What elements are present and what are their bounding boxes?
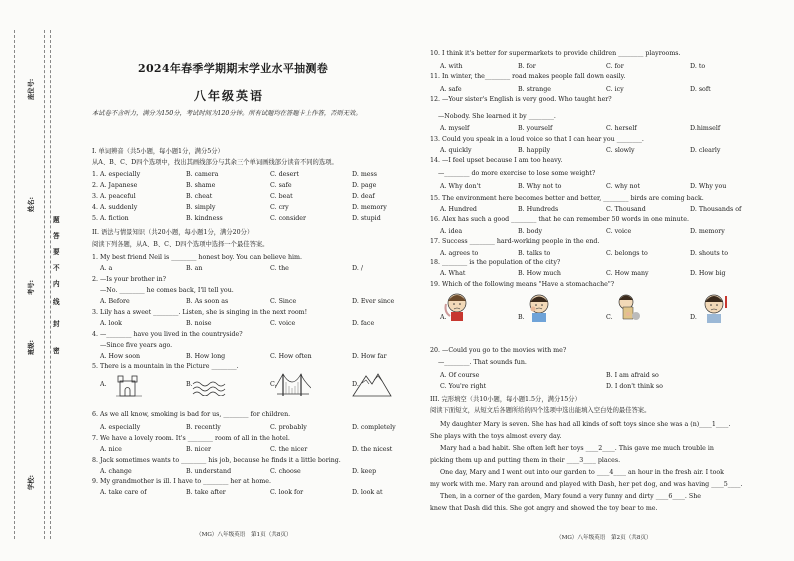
passage-line-2: She plays with the toys almost every day. (430, 433, 562, 440)
q12-option-d: D.himself (690, 125, 721, 132)
q14-option-a: A. Why don't (440, 183, 481, 190)
q2-stem: 2. —Is your brother in? (92, 276, 167, 283)
sec1-q3-option-c: C. beat (270, 193, 293, 200)
q1-option-b: B. an (186, 265, 203, 272)
q19-option-a: A. (440, 314, 447, 321)
q5-stem: 5. There is a mountain in the Picture ________. (92, 363, 239, 370)
q2-option-b: B. As soon as (186, 298, 229, 305)
q20-stem-reply: —________. That sounds fun. (438, 359, 527, 366)
q7-option-b: B. nicer (186, 446, 211, 453)
passage-line-7: Then, in a corner of the garden, Mary found a very funny and dirty ____6____. She (440, 493, 702, 500)
q11-option-d: D. soft (690, 86, 711, 93)
q19-stem: 19. Which of the following means "Have a stomachache"? (430, 281, 615, 288)
q5-option-a: A. (100, 381, 107, 388)
q5-option-b: B. (186, 381, 193, 388)
q19-option-b: B. (518, 314, 525, 321)
q12-option-b: B. yourself (518, 125, 553, 132)
sec1-q2-option-b: B. shame (186, 182, 216, 189)
q6-option-b: B. recently (186, 424, 221, 431)
q10-option-a: A. with (440, 63, 463, 70)
q12-stem-reply: —Nobody. She learned it by ________. (438, 113, 556, 120)
q17-option-d: D. shouts to (690, 250, 729, 257)
q15-stem: 15. The environment here becomes better and better, ________ birds are coming back. (430, 195, 704, 202)
q14-option-b: B. Why not to (518, 183, 562, 190)
seal-char-2: 封 (53, 320, 60, 328)
section-3-heading: III. 完形填空（共10小题，每小题1.5分，满分15分） (430, 396, 581, 403)
seal-char-3: 线 (53, 298, 60, 306)
q7-option-c: C. the nicer (270, 446, 308, 453)
q16-option-b: B. body (518, 228, 543, 235)
q14-stem-reply: —________ do more exercise to lose some weight? (438, 170, 596, 177)
q17-stem: 17. Success ________ hard-working people in the end. (430, 238, 600, 245)
passage-line-3: Mary had a bad habit. She often left her toys ____2____. This gave me much trouble in (440, 445, 714, 452)
sec1-q2-option-d: D. page (352, 182, 377, 189)
seal-char-6: 要 (53, 248, 60, 256)
section-2-instruction: 阅读下列各题，从A、B、C、D四个选项中选择一个最佳答案。 (92, 241, 269, 248)
q19-option-a-headache-picture (442, 290, 472, 322)
q17-option-a: A. agrees to (440, 250, 479, 257)
q19-option-c-stomachache-picture (614, 292, 644, 324)
q5-option-d-mountain-picture (352, 370, 392, 398)
q9-option-c: C. look for (270, 489, 304, 496)
section-2-heading: II. 语法与情景知识（共20小题，每小题1分，满分20分） (92, 229, 254, 236)
q11-option-a: A. safe (440, 86, 462, 93)
seal-char-8: 题 (53, 216, 60, 224)
q20-option-b: B. I am afraid so (606, 372, 659, 379)
q8-option-c: C. choose (270, 468, 301, 475)
sec1-q4-option-d: D. memory (352, 204, 387, 211)
q12-stem: 12. —Your sister's English is very good. Who taught her? (430, 96, 612, 103)
q18-stem: 18. ________ is the population of the city? (430, 259, 561, 266)
q13-option-d: D. clearly (690, 147, 721, 154)
passage-line-5: One day, Mary and I went out into our garden to ____4____ an hour in the fresh air. I took (440, 469, 724, 476)
sec1-q5-option-d: D. stupid (352, 215, 381, 222)
q6-option-a: A. especially (100, 424, 141, 431)
q19-option-d: D. (690, 314, 697, 321)
q20-stem: 20. —Could you go to the movies with me? (430, 347, 567, 354)
sec1-q1-option-c: C. desert (270, 171, 299, 178)
q11-option-c: C. icy (606, 86, 624, 93)
q2-option-d: D. Ever since (352, 298, 395, 305)
q10-option-c: C. for (606, 63, 624, 70)
cut-line-inner (44, 30, 45, 539)
q13-option-c: C. slowly (606, 147, 635, 154)
q13-option-a: A. quickly (440, 147, 472, 154)
class-label: 班级: (28, 340, 35, 355)
q10-stem: 10. I think it's better for supermarkets to provide children ________ playrooms. (430, 50, 681, 57)
sec1-q4-option-b: B. simply (186, 204, 216, 211)
q9-option-b: B. take after (186, 489, 226, 496)
q20-option-a: A. Of course (440, 372, 480, 379)
section-1-heading: I. 单词辨音（共5小题，每小题1分，满分5分） (92, 148, 224, 155)
q12-option-c: C. herself (606, 125, 637, 132)
binding-margin (0, 0, 60, 561)
q5-option-a-castle-picture (114, 372, 144, 398)
q8-stem: 8. Jack sometimes wants to ________ his job, because he finds it a little boring. (92, 457, 341, 464)
q18-option-d: D. How big (690, 270, 726, 277)
q7-option-a: A. nice (100, 446, 122, 453)
q20-option-d: D. I don't think so (606, 383, 663, 390)
school-label: 学校: (28, 475, 35, 490)
passage-line-1: My daughter Mary is seven. She has had all kinds of soft toys since she was a (n)____1____. (440, 421, 731, 428)
q19-option-b-toothache-picture (524, 292, 554, 322)
q4-stem: 4. —________ have you lived in the countryside? (92, 331, 243, 338)
sec1-q1-option-d: D. mess (352, 171, 377, 178)
sec1-q5-option-b: B. kindness (186, 215, 223, 222)
q15-option-d: D. Thousands of (690, 206, 742, 213)
q16-stem: 16. Alex has such a good ________ that he can remember 50 words in one minute. (430, 216, 689, 223)
q3-stem: 3. Lily has a sweet ________. Listen, she is singing in the next room! (92, 309, 308, 316)
q3-option-c: C. voice (270, 320, 296, 327)
q13-stem: 13. Could you speak in a loud voice so that I can hear you ________. (430, 136, 644, 143)
sec1-q1-option-a: 1. A. especially (92, 171, 141, 178)
q9-stem: 9. My grandmother is ill. I have to ________ her at home. (92, 478, 271, 485)
q9-option-d: D. look at (352, 489, 383, 496)
sec1-q5-option-a: 5. A. fiction (92, 215, 129, 222)
section-1-instruction: 从A、B、C、D四个选项中，找出其画线部分与其余三个单词画线部分读音不同的选项。 (92, 159, 338, 166)
sec1-q4-option-c: C. cry (270, 204, 289, 211)
seal-char-1: 密 (53, 347, 60, 355)
sec1-q2-option-c: C. safe (270, 182, 292, 189)
passage-line-6: my work with me. Mary ran around and played with Dash, her pet dog, and was having ____5____. (430, 481, 743, 488)
q10-option-b: B. for (518, 63, 536, 70)
q18-option-c: C. How many (606, 270, 649, 277)
q8-option-d: D. keep (352, 468, 377, 475)
q8-option-b: B. understand (186, 468, 232, 475)
sec1-q1-option-b: B. camera (186, 171, 219, 178)
sec1-q4-option-a: 4. A. suddenly (92, 204, 138, 211)
q3-option-a: A. look (100, 320, 122, 327)
name-label: 姓名: (28, 197, 35, 212)
q6-stem: 6. As we all know, smoking is bad for us, ________ for children. (92, 411, 291, 418)
exam-title: 2024年春季学期期末学业水平抽测卷 (138, 62, 329, 75)
page1-footer: （MG）八年级英语 第1页（共8页） (196, 532, 292, 538)
section-3-instruction: 阅读下面短文，从短文后各题所给的四个选项中选出能填入空白处的最佳答案。 (430, 407, 651, 414)
q4-option-b: B. How long (186, 353, 226, 360)
q18-option-a: A. What (440, 270, 466, 277)
cut-line-outer (14, 30, 15, 539)
q13-option-b: B. happily (518, 147, 551, 154)
sec1-q5-option-c: C. consider (270, 215, 306, 222)
q4-option-a: A. How soon (100, 353, 141, 360)
q2-stem-reply: —No. ________ he comes back, I'll tell you. (100, 287, 234, 294)
q2-option-a: A. Before (100, 298, 130, 305)
q5-option-d: D. (352, 381, 359, 388)
q4-stem-reply: —Since five years ago. (100, 342, 173, 349)
q7-option-d: D. the nicest (352, 446, 393, 453)
q6-option-d: D. completely (352, 424, 396, 431)
q6-option-c: C. probably (270, 424, 307, 431)
q8-option-a: A. change (100, 468, 132, 475)
exam-subtitle: 八年级英语 (194, 89, 265, 103)
sec1-q3-option-a: 3. A. peaceful (92, 193, 136, 200)
cut-line-inner-2 (50, 30, 51, 539)
q14-stem: 14. —I feel upset because I am too heavy. (430, 157, 563, 164)
q2-option-c: C. Since (270, 298, 297, 305)
q14-option-d: D. Why you (690, 183, 727, 190)
q16-option-d: D. memory (690, 228, 725, 235)
exam-notice: 本试卷不含听力，满分为150分，考试时间为120分钟。所有试题均在答题卡上作答，否则无效。 (92, 110, 362, 117)
q1-option-c: C. the (270, 265, 289, 272)
q7-stem: 7. We have a lovely room. It's ________ room of all in the hotel. (92, 435, 290, 442)
q4-option-c: C. How often (270, 353, 312, 360)
q19-option-d-fever-picture (700, 292, 730, 324)
q3-option-d: D. face (352, 320, 375, 327)
q12-option-a: A. myself (440, 125, 470, 132)
page2-footer: （MG）八年级英语 第2页（共8页） (556, 535, 652, 541)
q16-option-a: A. idea (440, 228, 463, 235)
q1-option-a: A. a (100, 265, 113, 272)
q1-stem: 1. My best friend Neil is ________ honest boy. You can believe him. (92, 254, 302, 261)
q11-stem: 11. In winter, the________ road makes people fall down easily. (430, 73, 626, 80)
q15-option-b: B. Hundreds (518, 206, 559, 213)
q4-option-d: D. How far (352, 353, 387, 360)
q5-option-c: C. (270, 381, 277, 388)
sec1-q3-option-d: D. deaf (352, 193, 375, 200)
q10-option-d: D. to (690, 63, 706, 70)
q5-option-b-river-picture (192, 378, 226, 396)
q9-option-a: A. take care of (100, 489, 147, 496)
passage-line-4: picking them up and putting them in their ____3____ places. (430, 457, 621, 464)
sec1-q3-option-b: B. cheat (186, 193, 213, 200)
q14-option-c: C. why not (606, 183, 640, 190)
seal-char-4: 内 (53, 280, 60, 288)
q3-option-b: B. noise (186, 320, 212, 327)
q5-option-c-bridge-picture (275, 370, 311, 398)
seat-number-label: 座位号: (28, 78, 35, 100)
q20-option-c: C. You're right (440, 383, 487, 390)
seal-char-7: 答 (53, 232, 60, 240)
q15-option-a: A. Hundred (440, 206, 477, 213)
q11-option-b: B. strange (518, 86, 551, 93)
q15-option-c: C. Thousand (606, 206, 646, 213)
q17-option-b: B. talks to (518, 250, 551, 257)
q17-option-c: C. belongs to (606, 250, 648, 257)
sec1-q2-option-a: 2. A. Japanese (92, 182, 138, 189)
q19-option-c: C. (606, 314, 613, 321)
seal-char-5: 不 (53, 264, 60, 272)
exam-number-label: 考号: (28, 280, 35, 295)
passage-line-8: knew that Dash did this. She got angry and showed the toy bear to me. (430, 505, 658, 512)
q18-option-b: B. How much (518, 270, 561, 277)
q1-option-d: D. / (352, 265, 363, 272)
q16-option-c: C. voice (606, 228, 632, 235)
